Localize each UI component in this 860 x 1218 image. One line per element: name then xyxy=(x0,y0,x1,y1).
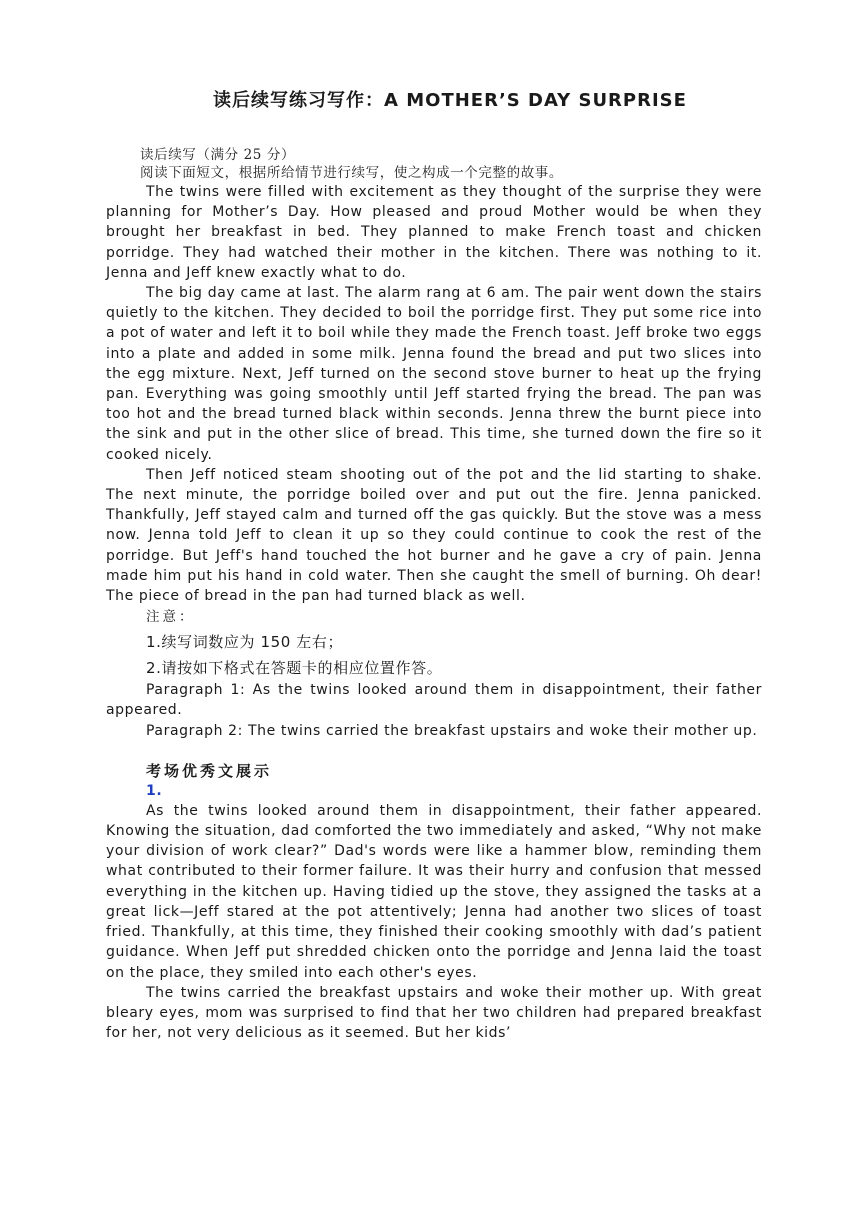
story-paragraph-1: The twins were filled with excitement as they thought of the surprise they were planning for Mother’s Day. How pleased and proud Mother would be when they brought her breakfast in bed. They planned to make French toast and chicken porridge. They had watched their mother in the kitchen. There was nothing to it. Jenna and Jeff knew exactly what to do. xyxy=(106,184,762,281)
story-paragraph-3: Then Jeff noticed steam shooting out of the pot and the lid starting to shake. The next minute, the porridge boiled over and put out the fire. Jenna panicked. Thankfully, Jeff stayed calm and turned off the gas quickly. But the stove was a mess now. Jenna told Jeff to clean it up so they could continue to cook the rest of the porridge. But Jeff's hand touched the hot burner and he gave a cry of pain. Jenna made him put his hand in cold water. Then she caught the smell of burning. Oh dear! The piece of bread in the pan had turned black as well. xyxy=(106,466,762,605)
sample-essay-number: 1. xyxy=(146,782,163,799)
notes-heading: 注意： xyxy=(146,609,196,626)
task-heading: 读后续写（满分 25 分） xyxy=(140,147,296,163)
note-format: 2.请按如下格式在答题卡的相应位置作答。 xyxy=(146,659,443,678)
note-word-count: 1.续写词数应为 150 左右； xyxy=(146,633,344,652)
task-instruction: 阅读下面短文，根据所给情节进行续写，使之构成一个完整的故事。 xyxy=(140,165,563,181)
document-body xyxy=(106,146,762,1043)
page-title: 读后续写练习写作：A MOTHER’S DAY SURPRISE xyxy=(213,90,687,111)
prompt-paragraph-1: Paragraph 1: As the twins looked around them in disappointment, their father appeared. xyxy=(106,682,762,719)
story-paragraph-2: The big day came at last. The alarm rang at 6 am. The pair went down the stairs quietly to the kitchen. They decided to boil the porridge first. They put some rice into a pot of water and left it to boil while they made the French toast. Jeff broke two eggs into a plate and added in some milk. Jenna found the bread and put two slices into the egg mixture. Next, Jeff turned on the second stove burner to heat up the frying pan. Everything was going smoothly until Jeff started frying the bread. The pan was too hot and the bread turned black within seconds. Jenna threw the burnt piece into the sink and put in the other slice of bread. This time, she turned down the fire so it cooked nicely. xyxy=(106,285,762,463)
sample-paragraph-2: The twins carried the breakfast upstairs and woke their mother up. With great bleary eyes, mom was surprised to find that her two children had prepared breakfast for her, not very delicious as it seemed. But her kids’ xyxy=(106,984,762,1042)
sample-paragraph-1: As the twins looked around them in disappointment, their father appeared. Knowing the situation, dad comforted the two immediately and asked, “Why not make your division of work clear?” Dad's words were like a hammer blow, reminding them what contributed to their former failure. It was their hurry and confusion that messed everything in the kitchen up. Having tidied up the stove, they assigned the tasks at a great lick—Jeff stared at the pot attentively; Jenna had another two slices of toast fried. Thankfully, at this time, they finished their cooking smoothly with dad’s patient guidance. When Jeff put shredded chicken onto the porridge and Jenna laid the toast on the place, they smiled into each other's eyes. xyxy=(106,802,762,981)
sample-essays-heading: 考场优秀文展示 xyxy=(146,761,273,780)
prompt-paragraph-2: Paragraph 2: The twins carried the breakfast upstairs and woke their mother up. xyxy=(146,722,758,739)
